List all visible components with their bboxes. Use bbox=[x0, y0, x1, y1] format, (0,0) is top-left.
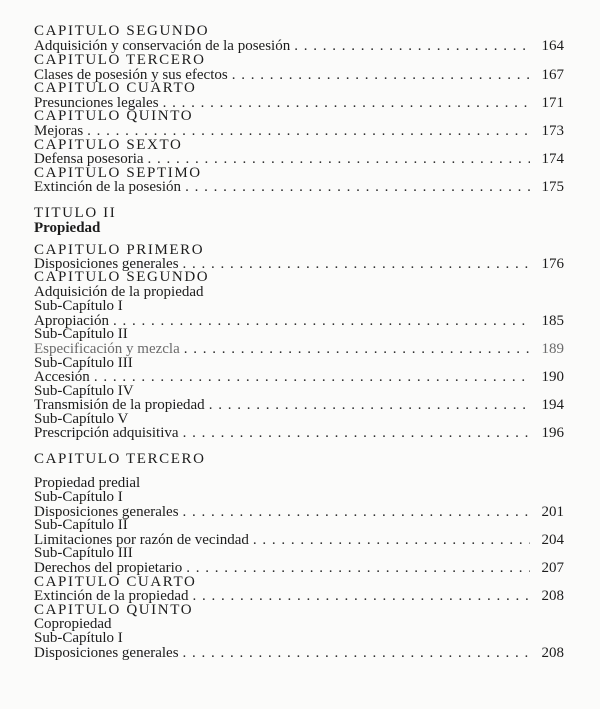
subchapter-heading: Sub-Capítulo I bbox=[34, 630, 123, 646]
toc-entry bbox=[34, 180, 564, 195]
chapter-heading: CAPITULO PRIMERO bbox=[34, 242, 205, 258]
entry-page: 173 bbox=[541, 123, 564, 139]
chapter-heading: CAPITULO QUINTO bbox=[34, 108, 194, 124]
entry-title: Clases de posesión y sus efectos bbox=[34, 67, 228, 83]
entry-page: 207 bbox=[541, 560, 564, 576]
entry-page: 201 bbox=[541, 504, 564, 520]
entry-title: Extinción de la posesión bbox=[34, 179, 182, 195]
leader-dots bbox=[159, 96, 530, 111]
entry-title: Accesión bbox=[34, 369, 90, 385]
subchapter-heading: Sub-Capítulo I bbox=[34, 298, 123, 314]
subchapter-heading: Sub-Capítulo III bbox=[34, 355, 133, 371]
entry-page: 208 bbox=[541, 588, 564, 604]
chapter-heading: CAPITULO SEGUNDO bbox=[34, 269, 210, 285]
chapter-heading: CAPITULO CUARTO bbox=[34, 80, 197, 96]
title-heading: TITULO II bbox=[34, 205, 117, 221]
chapter-heading: CAPITULO QUINTO bbox=[34, 602, 194, 618]
entry-title: Disposiciones generales bbox=[34, 504, 179, 520]
chapter-heading: CAPITULO SEPTIMO bbox=[34, 165, 202, 181]
subchapter-heading: Sub-Capítulo IV bbox=[34, 383, 134, 399]
leader-dots bbox=[180, 342, 530, 357]
entry-page: 171 bbox=[541, 95, 564, 111]
title-subject: Propiedad bbox=[34, 220, 101, 236]
entry-page: 194 bbox=[541, 397, 564, 413]
entry-title: Presunciones legales bbox=[34, 95, 159, 111]
chapter-heading: CAPITULO TERCERO bbox=[34, 451, 206, 467]
section-title: Propiedad predial bbox=[34, 475, 141, 491]
entry-page: 196 bbox=[541, 425, 564, 441]
entry-title: Especificación y mezcla bbox=[34, 341, 180, 357]
chapter-heading: CAPITULO TERCERO bbox=[34, 52, 206, 68]
subchapter-heading: Sub-Capítulo II bbox=[34, 517, 128, 533]
chapter-heading: CAPITULO SEXTO bbox=[34, 137, 183, 153]
entry-page: 189 bbox=[541, 341, 564, 357]
entry-title: Derechos del propietario bbox=[34, 560, 183, 576]
entry-page: 175 bbox=[541, 179, 564, 195]
leader-dots bbox=[182, 561, 530, 576]
entry-title: Limitaciones por razón de vecindad bbox=[34, 532, 249, 548]
entry-page: 174 bbox=[541, 151, 564, 167]
entry-page: 185 bbox=[541, 313, 564, 329]
section-title: Adquisición de la propiedad bbox=[34, 284, 204, 300]
leader-dots bbox=[179, 257, 530, 272]
leader-dots bbox=[179, 426, 530, 441]
entry-page: 167 bbox=[541, 67, 564, 83]
entry-page: 204 bbox=[541, 532, 564, 548]
leader-dots bbox=[189, 589, 530, 604]
entry-title: Disposiciones generales bbox=[34, 645, 179, 661]
leader-dots bbox=[179, 646, 530, 661]
subchapter-heading: Sub-Capítulo II bbox=[34, 326, 128, 342]
entry-title: Adquisición y conservación de la posesión bbox=[34, 38, 291, 54]
subchapter-heading: Sub-Capítulo V bbox=[34, 411, 129, 427]
entry-page: 190 bbox=[541, 369, 564, 385]
leader-dots bbox=[181, 180, 530, 195]
chapter-heading: CAPITULO SEGUNDO bbox=[34, 23, 210, 39]
leader-dots bbox=[179, 505, 530, 520]
toc-entry bbox=[34, 646, 564, 661]
entry-title: Disposiciones generales bbox=[34, 256, 179, 272]
entry-page: 208 bbox=[541, 645, 564, 661]
entry-title: Transmisión de la propiedad bbox=[34, 397, 205, 413]
subchapter-heading: Sub-Capítulo III bbox=[34, 545, 133, 561]
leader-dots bbox=[109, 314, 530, 329]
entry-title: Prescripción adquisitiva bbox=[34, 425, 179, 441]
leader-dots bbox=[90, 370, 530, 385]
entry-title: Defensa posesoria bbox=[34, 151, 144, 167]
entry-title: Mejoras bbox=[34, 123, 84, 139]
entry-title: Apropiación bbox=[34, 313, 109, 329]
entry-page: 176 bbox=[541, 256, 564, 272]
leader-dots bbox=[249, 533, 530, 548]
chapter-heading: CAPITULO CUARTO bbox=[34, 574, 197, 590]
leader-dots bbox=[205, 398, 530, 413]
subchapter-heading: Sub-Capítulo I bbox=[34, 489, 123, 505]
entry-title: Extinción de la propiedad bbox=[34, 588, 189, 604]
leader-dots bbox=[290, 39, 530, 54]
entry-page: 164 bbox=[541, 38, 564, 54]
section-title: Copropiedad bbox=[34, 616, 112, 632]
leader-dots bbox=[228, 68, 530, 83]
toc-entry bbox=[34, 426, 564, 441]
